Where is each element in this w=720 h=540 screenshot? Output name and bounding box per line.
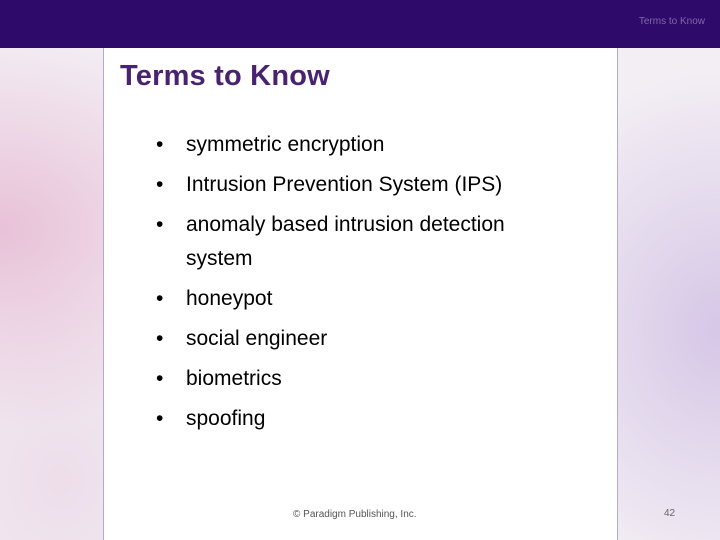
list-item bbox=[156, 208, 576, 276]
bullet-text: spoofing bbox=[186, 407, 266, 430]
bullet-text: honeypot bbox=[186, 287, 273, 310]
bullet-text: symmetric encryption bbox=[186, 133, 385, 156]
bullet-dot-icon: • bbox=[156, 287, 164, 310]
bullet-dot-icon: • bbox=[156, 407, 164, 430]
list-item bbox=[156, 168, 576, 202]
list-item bbox=[156, 282, 576, 316]
list-item bbox=[156, 128, 576, 162]
bullet-dot-icon: • bbox=[156, 327, 164, 350]
bullet-text: biometrics bbox=[186, 367, 282, 390]
bullet-dot-icon: • bbox=[156, 173, 164, 196]
bullet-dot-icon: • bbox=[156, 133, 164, 156]
footer-copyright: © Paradigm Publishing, Inc. bbox=[293, 509, 417, 520]
bullet-list bbox=[156, 128, 576, 442]
top-bar bbox=[0, 0, 720, 48]
slide-title: Terms to Know bbox=[120, 60, 330, 92]
bullet-text: Intrusion Prevention System (IPS) bbox=[186, 173, 503, 196]
page-number: 42 bbox=[664, 508, 676, 519]
header-label: Terms to Know bbox=[638, 16, 705, 27]
bullet-dot-icon: • bbox=[156, 367, 164, 390]
bullet-text: social engineer bbox=[186, 327, 328, 350]
list-item bbox=[156, 402, 576, 436]
list-item bbox=[156, 362, 576, 396]
bullet-text: anomaly based intrusion detection system bbox=[186, 213, 505, 270]
bullet-dot-icon: • bbox=[156, 213, 164, 236]
list-item bbox=[156, 322, 576, 356]
